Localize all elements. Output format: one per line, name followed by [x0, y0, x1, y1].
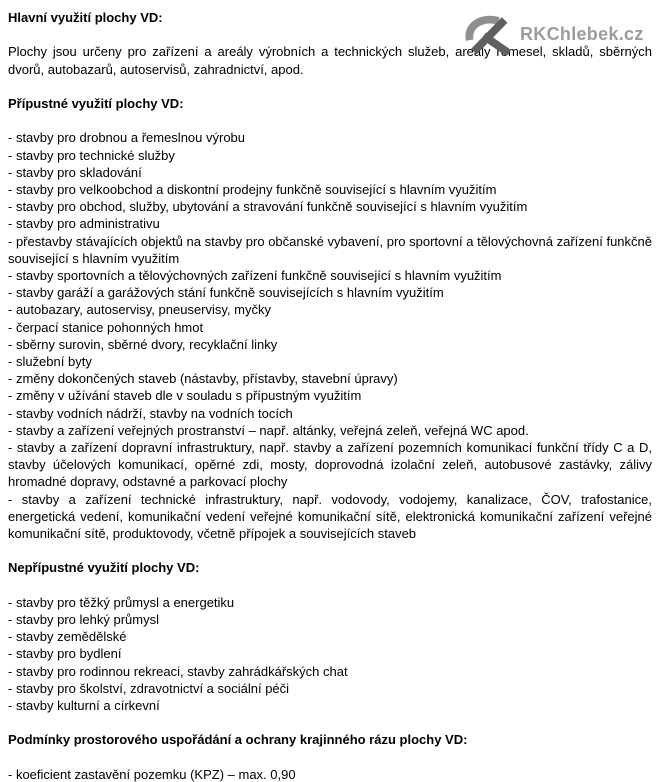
list-item: - stavby zemědělské	[8, 629, 127, 645]
list-item: - autobazary, autoservisy, pneuservisy, myčky	[8, 302, 271, 318]
list-item: - stavby pro obchod, služby, ubytování a stravování funkčně související s hlavním využitím	[8, 199, 528, 215]
list-item: - sběrny surovin, sběrné dvory, recyklační linky	[8, 336, 278, 352]
list-item: - stavby a zařízení technické infrastruktury, např. vodovody, vodojemy, kanalizace, ČOV, trafostanice, energetická vedení, komunikační vedení veřejné komunikační sítě, elektronická komunikační zařízení veřejné komunikační sítě, produktovody, včetně přípojek a souvisejících staveb	[8, 491, 652, 542]
list-item: - stavby pro bydlení	[8, 646, 122, 662]
section-permitted-use	[8, 95, 652, 542]
list-item: - stavby sportovních a tělovýchovných zařízení funkčně související s hlavním využitím	[8, 268, 502, 283]
section-heading-impermissible-use: Nepřípustné využití plochy VD:	[8, 560, 200, 576]
list-item: - stavby a zařízení veřejných prostranství – např. altánky, veřejná zeleň, veřejná WC apod.	[8, 422, 529, 438]
section-heading-permitted-use: Přípustné využití plochy VD:	[8, 95, 184, 111]
section-spatial-conditions	[8, 731, 652, 782]
spatial-conditions-list	[8, 766, 652, 782]
list-item: - stavby garáží a garážových stání funkčně souvisejících s hlavním využitím	[8, 285, 444, 301]
main-use-paragraph: Plochy jsou určeny pro zařízení a areály výrobních a technických služeb, areály řemesel, skladů, sběrných dvorů, autobazarů, autoservisů, zahradnictví, apod.	[8, 44, 652, 77]
list-item: - stavby pro lehký průmysl	[8, 612, 159, 628]
section-heading-spatial-conditions: Podmínky prostorového uspořádání a ochrany krajinného rázu plochy VD:	[8, 732, 468, 748]
section-impermissible-use	[8, 559, 652, 714]
section-heading-main-use: Hlavní využití plochy VD:	[8, 10, 163, 25]
list-item: - stavby kulturní a církevní	[8, 698, 160, 714]
list-item: - stavby pro velkoobchod a diskontní prodejny funkčně související s hlavním využitím	[8, 181, 497, 197]
list-item: - služební byty	[8, 354, 92, 370]
list-item: - stavby a zařízení dopravní infrastruktury, např. stavby a zařízení pozemních komunikací funkční třídy C a D, stavby účelových komunikací, opěrné zdi, mosty, doprovodná izolační zeleň, autobusové zastávky, zálivy hromadné dopravy, odstavné a parkovací plochy	[8, 440, 652, 490]
list-item: - změny v užívání staveb dle v souladu s přípustným využitím	[8, 388, 362, 404]
permitted-use-list	[8, 129, 652, 542]
list-item: - změny dokončených staveb (nástavby, přístavby, stavební úpravy)	[8, 371, 398, 387]
list-item: - stavby pro rodinnou rekreaci, stavby zahrádkářských chat	[8, 663, 348, 679]
list-item: - stavby pro administrativu	[8, 216, 160, 232]
list-item: - stavby pro drobnou a řemeslnou výrobu	[8, 130, 246, 146]
section-main-use	[8, 9, 652, 78]
list-item: - stavby pro těžký průmysl a energetiku	[8, 594, 235, 610]
watermark-text: RKChlebek.cz	[520, 24, 644, 44]
impermissible-use-list	[8, 594, 652, 714]
list-item: - přestavby stávajících objektů na stavby pro občanské vybavení, pro sportovní a tělovýchovná zařízení funkčně související s hlavním využitím	[8, 233, 652, 266]
list-item: - stavby pro školství, zdravotnictví a sociální péči	[8, 680, 290, 696]
list-item: - koeficient zastavění pozemku (KPZ) – max. 0,90	[8, 766, 296, 782]
list-item: - čerpací stanice pohonných hmot	[8, 319, 204, 335]
list-item: - stavby pro technické služby	[8, 147, 175, 163]
list-item: - stavby pro skladování	[8, 164, 142, 180]
list-item: - stavby vodních nádrží, stavby na vodních tocích	[8, 405, 293, 421]
